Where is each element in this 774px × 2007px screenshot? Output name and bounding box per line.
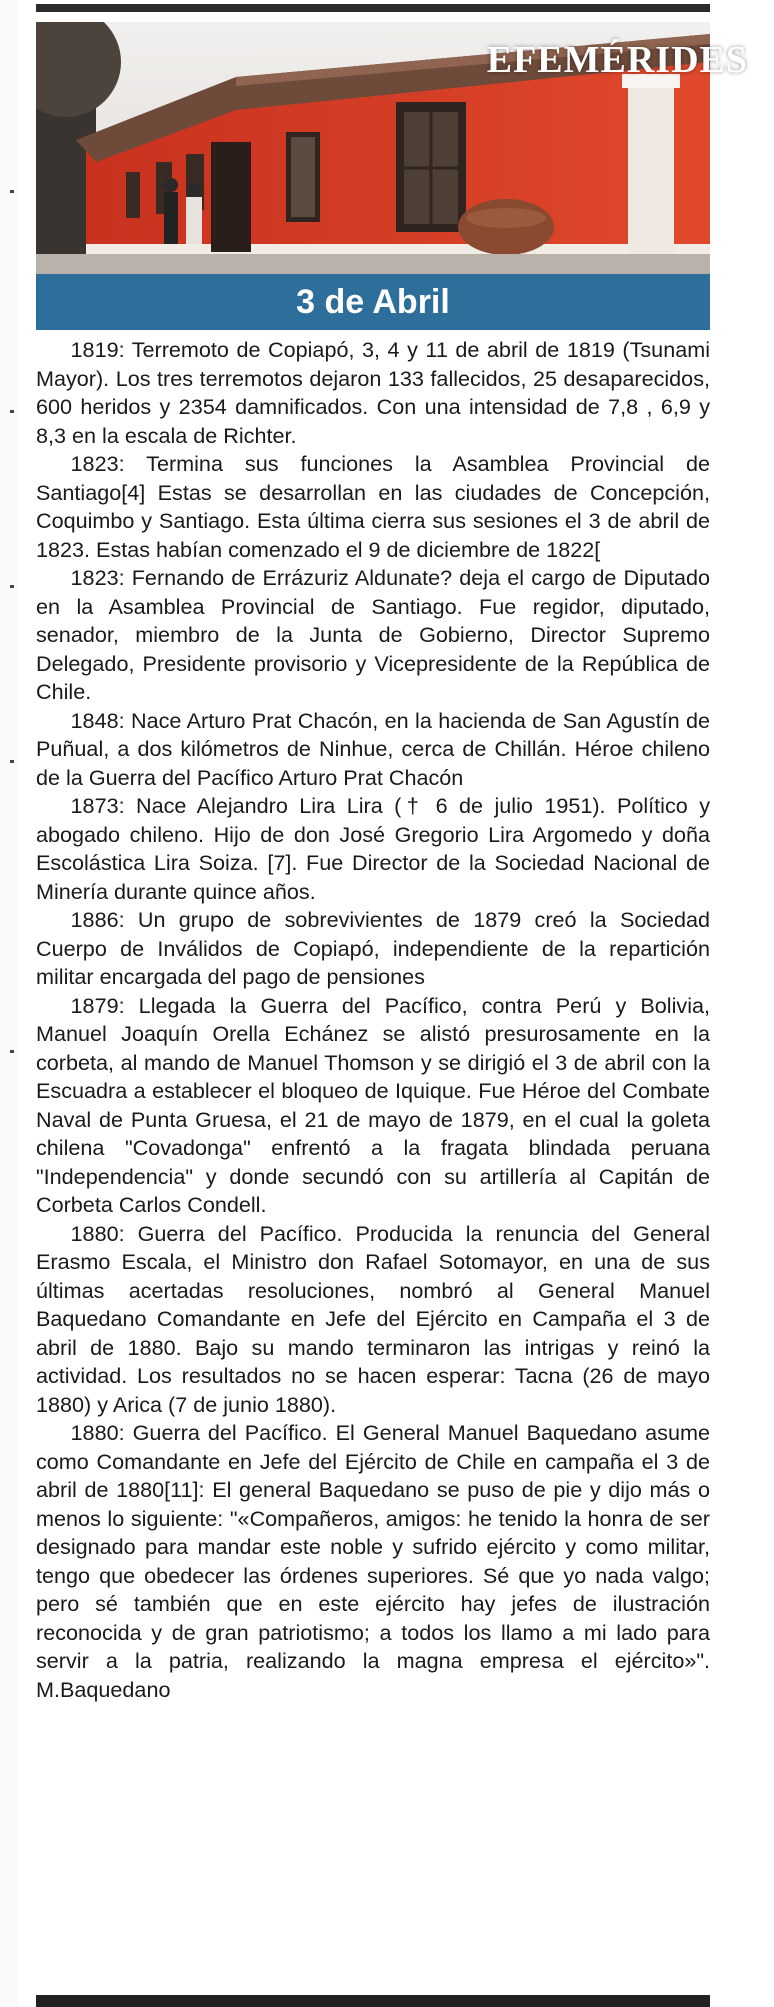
- entry-paragraph: 1880: Guerra del Pacífico. Producida la renuncia del General Erasmo Escala, el Ministro don Rafael Sotomayor, en una de sus últimas acertadas resoluciones, nombró al General Manuel Baquedano Comandante en Jefe del Ejército en Campaña el 3 de abril de 1880. Bajo su mando terminaron las intrigas y reinó la actividad. Los resultados no se hacen esperar: Tacna (26 de mayo 1880) y Arica (7 de junio 1880).: [36, 1220, 710, 1417]
- entry-paragraph: 1873: Nace Alejandro Lira Lira († 6 de julio 1951). Político y abogado chileno. Hijo de don José Gregorio Lira Argomedo y doña Escolástica Lira Soiza. [7]. Fue Director de la Sociedad Nacional de Minería durante quince años.: [36, 793, 710, 904]
- edge-mark: [10, 190, 14, 193]
- entry-paragraph: 1880: Guerra del Pacífico. El General Manuel Baquedano asume como Comandante en Jefe del Ejército de Chile en campaña el 3 de abril de 1880[11]: El general Baquedano se puso de pie y dijo más o menos lo siguiente: "«Compañeros, amigos: he tenido la honra de ser designado para mandar este noble y sufrido ejército y como militar, tengo que obedecer las órdenes superiores. Sé que yo nada valgo; pero sé también que en este ejército hay jefes de ilustración reconocida y de gran patriotismo; a todos los llamo a mi lado para servir a la patria, realizando la magna empresa el ejército»". M.Baquedano: [36, 1420, 710, 1702]
- entry-paragraph: 1879: Llegada la Guerra del Pacífico, contra Perú y Bolivia, Manuel Joaquín Orella Echánez se alistó presurosamente en la corbeta, al mando de Manuel Thomson y se dirigió el 3 de abril con la Escuadra a establecer el bloqueo de Iquique. Fue Héroe del Combate Naval de Punta Gruesa, el 21 de mayo de 1879, en el cual la goleta chilena "Covadonga" enfrentó a la fragata blindada peruana "Independencia" y donde secundó con su artillería al Capitán de Corbeta Carlos Condell.: [36, 992, 710, 1217]
- date-heading: [36, 274, 710, 330]
- page-edge: [0, 0, 18, 2007]
- bottom-rule: [36, 1995, 710, 2007]
- masthead-title: EFEMÉRIDES: [486, 39, 748, 81]
- entry-paragraph: 1823: Fernando de Errázuriz Aldunate? deja el cargo de Diputado en la Asamblea Provincial de Santiago. Fue regidor, diputado, senador, miembro de la Junta de Gobierno, Director Supremo Delegado, Presidente provisorio y Vicepresidente de la República de Chile.: [36, 565, 710, 704]
- edge-mark: [10, 760, 14, 763]
- entry-paragraph: 1823: Termina sus funciones la Asamblea Provincial de Santiago[4] Estas se desarrollan en las ciudades de Concepción, Coquimbo y Santiago. Esta última cierra sus sesiones el 3 de abril de 1823. Estas habían comenzado el 9 de diciembre de 1822[: [36, 451, 710, 562]
- edge-mark: [10, 1050, 14, 1053]
- entry-paragraph: 1819: Terremoto de Copiapó, 3, 4 y 11 de abril de 1819 (Tsunami Mayor). Los tres terremotos dejaron 133 fallecidos, 25 desaparecidos, 600 heridos y 2354 damnificados. Con una intensidad de 7,8 , 6,9 y 8,3 en la escala de Richter.: [36, 337, 710, 448]
- date-text: 3 de Abril: [296, 282, 450, 321]
- entry-paragraph: 1886: Un grupo de sobrevivientes de 1879 creó la Sociedad Cuerpo de Inválidos de Copiapó, independiente de la repartición militar encargada del pago de pensiones: [36, 907, 710, 989]
- edge-mark: [10, 410, 14, 413]
- top-rule: [36, 4, 710, 12]
- entry-paragraph: 1848: Nace Arturo Prat Chacón, en la hacienda de San Agustín de Puñual, a dos kilómetros de Ninhue, cerca de Chillán. Héroe chileno de la Guerra del Pacífico Arturo Prat Chacón: [36, 707, 710, 790]
- article-body: [36, 336, 710, 1704]
- edge-mark: [10, 585, 14, 588]
